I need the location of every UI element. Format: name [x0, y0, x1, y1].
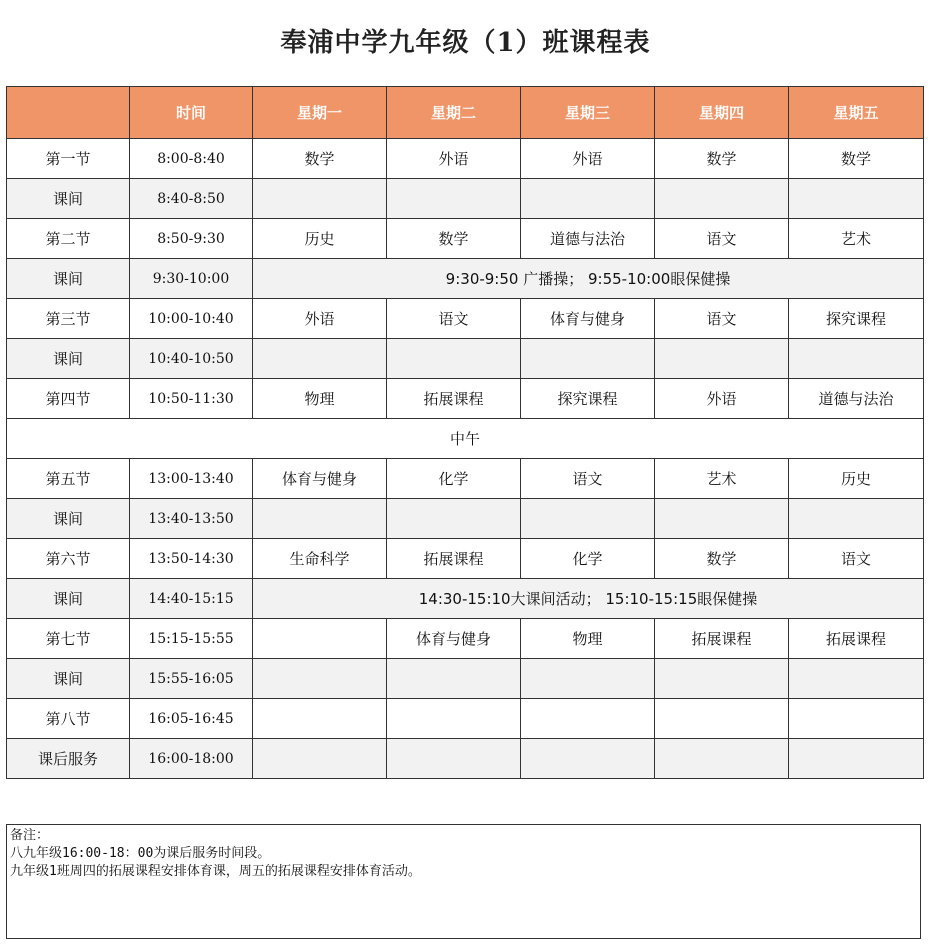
period-label: 课间 — [7, 339, 130, 379]
period-label: 课间 — [7, 499, 130, 539]
period-time: 10:00-10:40 — [130, 299, 253, 339]
period-row — [7, 699, 924, 739]
period-row — [7, 219, 924, 259]
period-label: 课间 — [7, 659, 130, 699]
period-row — [7, 539, 924, 579]
subject-cell-thursday: 外语 — [655, 379, 789, 419]
period-label: 课后服务 — [7, 739, 130, 779]
period-time: 13:50-14:30 — [130, 539, 253, 579]
subject-cell-thursday: 拓展课程 — [655, 619, 789, 659]
schedule-body — [7, 139, 924, 779]
subject-cell-thursday — [655, 699, 789, 739]
notes-line: 九年级1班周四的拓展课程安排体育课，周五的拓展课程安排体育活动。 — [10, 864, 421, 879]
subject-cell-wednesday: 探究课程 — [521, 379, 655, 419]
break-activity: 9:30-9:50 广播操； 9:55-10:00眼保健操 — [253, 259, 924, 299]
subject-cell-tuesday: 拓展课程 — [387, 379, 521, 419]
period-label: 第一节 — [7, 139, 130, 179]
subject-cell-friday — [789, 179, 924, 219]
period-time: 8:50-9:30 — [130, 219, 253, 259]
subject-cell-tuesday — [387, 179, 521, 219]
subject-cell-monday: 外语 — [253, 299, 387, 339]
period-row — [7, 459, 924, 499]
subject-cell-thursday — [655, 499, 789, 539]
subject-cell-wednesday: 化学 — [521, 539, 655, 579]
break-row — [7, 659, 924, 699]
period-time: 9:30-10:00 — [130, 259, 253, 299]
subject-cell-monday: 生命科学 — [253, 539, 387, 579]
schedule-table — [6, 86, 924, 779]
subject-cell-tuesday — [387, 699, 521, 739]
subject-cell-wednesday — [521, 339, 655, 379]
header-day-monday: 星期一 — [253, 87, 387, 139]
subject-cell-thursday — [655, 339, 789, 379]
period-time: 16:05-16:45 — [130, 699, 253, 739]
subject-cell-friday: 探究课程 — [789, 299, 924, 339]
header-day-thursday: 星期四 — [655, 87, 789, 139]
period-time: 10:50-11:30 — [130, 379, 253, 419]
header-row — [7, 87, 924, 139]
subject-cell-wednesday — [521, 739, 655, 779]
subject-cell-friday: 艺术 — [789, 219, 924, 259]
period-label: 课间 — [7, 179, 130, 219]
period-label: 第八节 — [7, 699, 130, 739]
subject-cell-tuesday — [387, 659, 521, 699]
subject-cell-monday — [253, 739, 387, 779]
subject-cell-tuesday: 化学 — [387, 459, 521, 499]
period-time: 14:40-15:15 — [130, 579, 253, 619]
subject-cell-monday — [253, 339, 387, 379]
subject-cell-friday: 历史 — [789, 459, 924, 499]
subject-cell-tuesday: 数学 — [387, 219, 521, 259]
subject-cell-thursday: 语文 — [655, 219, 789, 259]
subject-cell-wednesday: 道德与法治 — [521, 219, 655, 259]
period-time: 10:40-10:50 — [130, 339, 253, 379]
subject-cell-friday — [789, 699, 924, 739]
period-label: 课间 — [7, 259, 130, 299]
subject-cell-friday: 道德与法治 — [789, 379, 924, 419]
period-label: 第二节 — [7, 219, 130, 259]
subject-cell-wednesday: 体育与健身 — [521, 299, 655, 339]
subject-cell-tuesday: 语文 — [387, 299, 521, 339]
subject-cell-friday — [789, 659, 924, 699]
subject-cell-monday — [253, 659, 387, 699]
subject-cell-friday: 拓展课程 — [789, 619, 924, 659]
subject-cell-monday: 物理 — [253, 379, 387, 419]
subject-cell-thursday — [655, 659, 789, 699]
noon-label: 中午 — [7, 419, 924, 459]
break-row — [7, 499, 924, 539]
period-row — [7, 619, 924, 659]
period-time: 15:55-16:05 — [130, 659, 253, 699]
subject-cell-thursday — [655, 179, 789, 219]
noon-row — [7, 419, 924, 459]
subject-cell-tuesday — [387, 499, 521, 539]
subject-cell-tuesday: 外语 — [387, 139, 521, 179]
subject-cell-monday: 体育与健身 — [253, 459, 387, 499]
break-row — [7, 339, 924, 379]
subject-cell-wednesday: 物理 — [521, 619, 655, 659]
subject-cell-wednesday — [521, 659, 655, 699]
subject-cell-thursday: 数学 — [655, 139, 789, 179]
subject-cell-monday: 数学 — [253, 139, 387, 179]
period-label: 课间 — [7, 579, 130, 619]
subject-cell-friday: 语文 — [789, 539, 924, 579]
subject-cell-monday: 历史 — [253, 219, 387, 259]
period-time: 15:15-15:55 — [130, 619, 253, 659]
page-title: 奉浦中学九年级（1）班课程表 — [280, 28, 651, 58]
period-time: 8:00-8:40 — [130, 139, 253, 179]
break-row — [7, 259, 924, 299]
period-label: 第五节 — [7, 459, 130, 499]
notes-heading: 备注： — [10, 828, 50, 843]
subject-cell-friday: 数学 — [789, 139, 924, 179]
period-time: 8:40-8:50 — [130, 179, 253, 219]
notes-box — [6, 824, 921, 939]
subject-cell-tuesday — [387, 739, 521, 779]
subject-cell-friday — [789, 339, 924, 379]
subject-cell-thursday — [655, 739, 789, 779]
header-time: 时间 — [130, 87, 253, 139]
period-label: 第六节 — [7, 539, 130, 579]
subject-cell-tuesday: 体育与健身 — [387, 619, 521, 659]
subject-cell-friday — [789, 739, 924, 779]
subject-cell-monday — [253, 179, 387, 219]
period-row — [7, 139, 924, 179]
subject-cell-wednesday: 语文 — [521, 459, 655, 499]
period-row — [7, 379, 924, 419]
subject-cell-thursday: 艺术 — [655, 459, 789, 499]
subject-cell-monday — [253, 499, 387, 539]
header-blank-cell — [7, 87, 130, 139]
subject-cell-monday — [253, 619, 387, 659]
header-day-friday: 星期五 — [789, 87, 924, 139]
break-row — [7, 579, 924, 619]
period-time: 13:00-13:40 — [130, 459, 253, 499]
period-label: 第四节 — [7, 379, 130, 419]
subject-cell-friday — [789, 499, 924, 539]
subject-cell-thursday: 数学 — [655, 539, 789, 579]
subject-cell-thursday: 语文 — [655, 299, 789, 339]
period-label: 第三节 — [7, 299, 130, 339]
break-row — [7, 179, 924, 219]
period-time: 16:00-18:00 — [130, 739, 253, 779]
period-time: 13:40-13:50 — [130, 499, 253, 539]
subject-cell-tuesday: 拓展课程 — [387, 539, 521, 579]
subject-cell-tuesday — [387, 339, 521, 379]
notes-line: 八九年级16:00-18：00为课后服务时间段。 — [10, 846, 271, 861]
break-row — [7, 739, 924, 779]
period-row — [7, 299, 924, 339]
break-activity: 14:30-15:10大课间活动； 15:10-15:15眼保健操 — [253, 579, 924, 619]
header-day-tuesday: 星期二 — [387, 87, 521, 139]
period-label: 第七节 — [7, 619, 130, 659]
subject-cell-wednesday — [521, 699, 655, 739]
subject-cell-wednesday — [521, 179, 655, 219]
header-day-wednesday: 星期三 — [521, 87, 655, 139]
subject-cell-wednesday: 外语 — [521, 139, 655, 179]
subject-cell-monday — [253, 699, 387, 739]
subject-cell-wednesday — [521, 499, 655, 539]
